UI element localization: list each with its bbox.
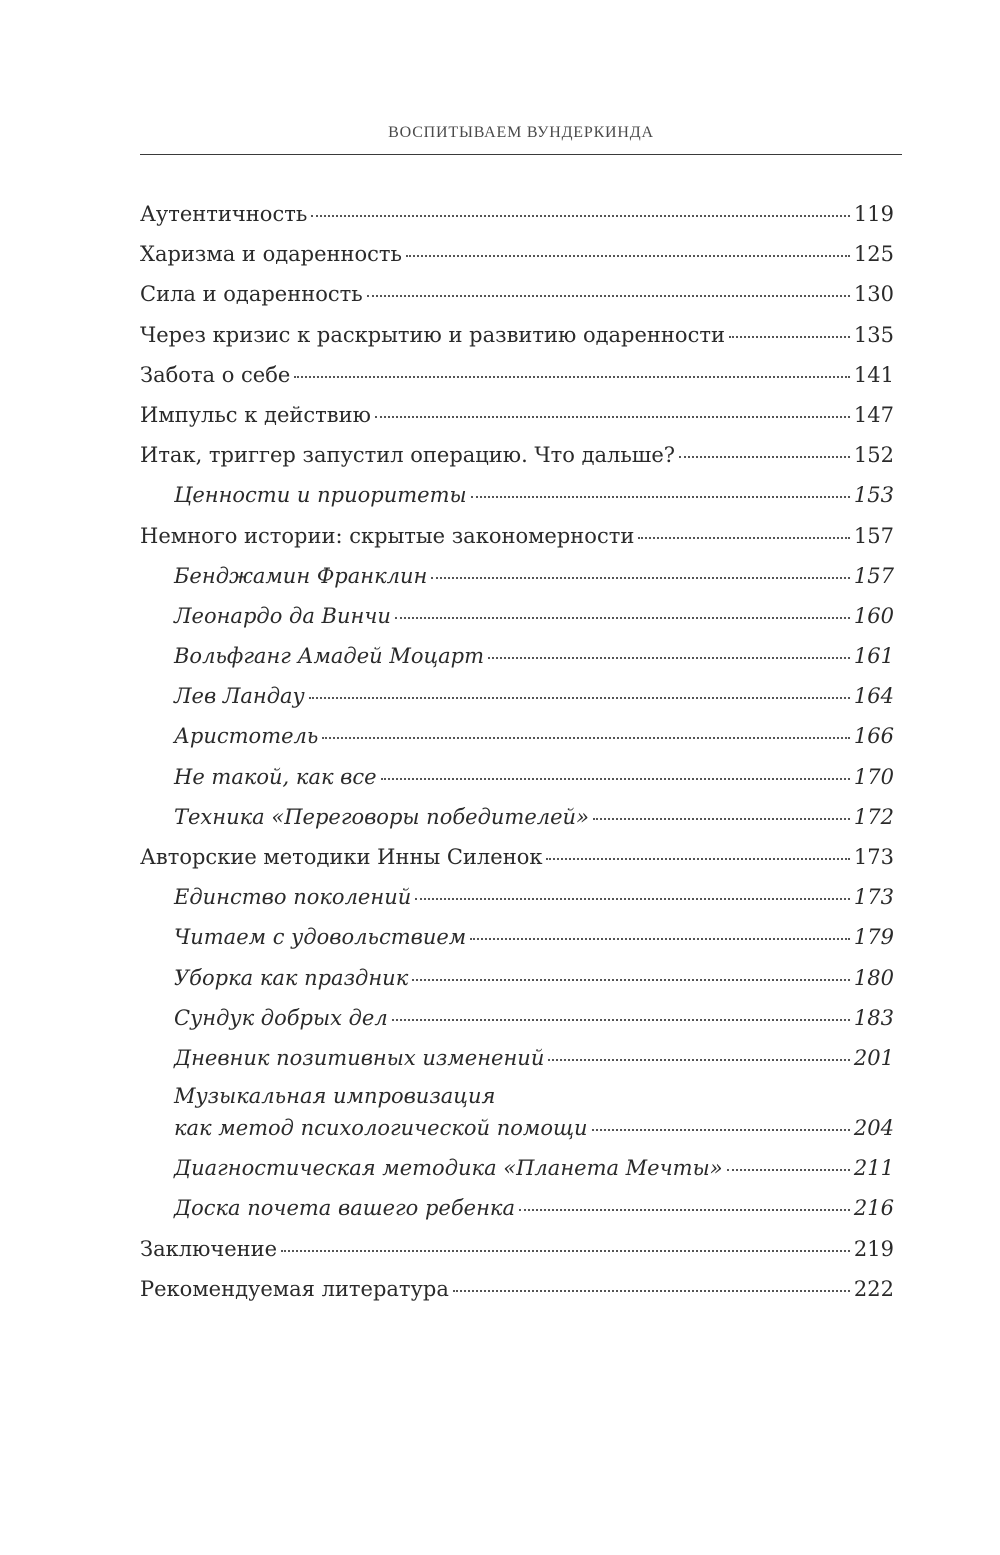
toc-dot-leader — [729, 336, 850, 338]
toc-dot-leader — [381, 778, 850, 780]
toc-dot-leader — [322, 737, 850, 739]
toc-entry-page: 179 — [853, 925, 894, 950]
toc-subentry[interactable] — [140, 598, 894, 638]
toc-dot-leader — [431, 577, 850, 579]
toc-entry-title-line1: Музыкальная импровизация — [174, 1084, 496, 1109]
toc-dot-leader — [375, 416, 850, 418]
toc-entry-page: 183 — [853, 1005, 894, 1030]
toc-entry-page: 170 — [853, 764, 894, 789]
toc-entry-title: Забота о себе — [140, 362, 291, 387]
toc-entry-title: Итак, триггер запустил операцию. Что дальше? — [140, 443, 676, 468]
toc-dot-leader — [470, 938, 850, 940]
toc-subentry[interactable] — [140, 477, 894, 517]
toc-dot-leader — [415, 898, 850, 900]
toc-entry-title: Рекомендуемая литература — [140, 1276, 449, 1301]
toc-dot-leader — [519, 1209, 850, 1211]
toc-entry-page: 161 — [853, 644, 894, 669]
toc-entry-page: 157 — [853, 563, 894, 588]
toc-entry-title: Бенджамин Франклин — [174, 563, 428, 588]
table-of-contents — [140, 196, 894, 1311]
toc-entry-title: Авторские методики Инны Силенок — [140, 845, 543, 869]
toc-entry-title: Аристотель — [174, 724, 319, 749]
toc-dot-leader — [294, 376, 850, 378]
toc-entry-title: Сундук добрых дел — [174, 1005, 388, 1030]
toc-entry-page: 211 — [853, 1156, 894, 1181]
toc-entry-title-line2: как метод психологической помощи — [174, 1116, 588, 1141]
toc-entry[interactable] — [140, 397, 894, 437]
toc-entry[interactable] — [140, 437, 894, 477]
toc-entry-title: Импульс к действию — [140, 402, 371, 427]
toc-subentry[interactable] — [140, 558, 894, 598]
toc-dot-leader — [392, 1019, 850, 1021]
toc-entry-title: Доска почета вашего ребенка — [174, 1196, 515, 1221]
toc-entry-title: Диагностическая методика «Планета Мечты» — [174, 1156, 723, 1181]
toc-entry-title: Читаем с удовольствием — [174, 925, 467, 950]
toc-entry[interactable] — [140, 276, 894, 316]
toc-entry-page: 141 — [853, 362, 894, 387]
toc-subentry[interactable] — [140, 919, 894, 959]
toc-dot-leader — [593, 818, 850, 820]
toc-entry-title: Техника «Переговоры победителей» — [174, 804, 589, 829]
toc-entry-page: 164 — [853, 684, 894, 709]
toc-dot-leader — [548, 1059, 850, 1061]
toc-entry-page: 135 — [853, 322, 894, 347]
toc-entry-title: Не такой, как все — [174, 764, 377, 789]
toc-entry[interactable] — [140, 357, 894, 397]
toc-dot-leader — [727, 1169, 850, 1171]
toc-entry-title: Дневник позитивных изменений — [174, 1045, 545, 1070]
toc-subentry[interactable] — [140, 759, 894, 799]
toc-subentry[interactable] — [140, 1000, 894, 1040]
toc-entry[interactable] — [140, 196, 894, 236]
toc-dot-leader — [367, 295, 850, 297]
toc-subentry[interactable] — [140, 1190, 894, 1230]
toc-subentry[interactable] — [140, 718, 894, 758]
toc-entry-page: 153 — [853, 483, 894, 508]
toc-subentry[interactable] — [140, 879, 894, 919]
toc-subentry[interactable] — [140, 1150, 894, 1190]
toc-entry-title: Через кризис к раскрытию и развитию одаренности — [140, 322, 725, 347]
toc-subentry[interactable] — [140, 960, 894, 1000]
toc-entry-title: Ценности и приоритеты — [174, 483, 467, 508]
toc-entry-page: 172 — [853, 804, 894, 829]
toc-entry-page: 130 — [853, 282, 894, 307]
toc-dot-leader — [281, 1250, 850, 1252]
toc-entry-page: 119 — [853, 202, 894, 226]
toc-dot-leader — [471, 496, 850, 498]
toc-entry[interactable] — [140, 1271, 894, 1311]
toc-entry[interactable] — [140, 839, 894, 879]
toc-entry-title: Аутентичность — [140, 202, 308, 226]
toc-entry[interactable] — [140, 236, 894, 276]
toc-entry-page: 216 — [853, 1196, 894, 1221]
toc-entry-title: Сила и одаренность — [140, 282, 363, 307]
toc-dot-leader — [488, 657, 850, 659]
toc-entry-page: 125 — [853, 242, 894, 267]
toc-entry-title: Лев Ландау — [174, 684, 305, 709]
toc-entry-page: 173 — [853, 845, 894, 869]
toc-entry-title: Заключение — [140, 1236, 278, 1261]
toc-entry-title: Единство поколений — [174, 885, 412, 910]
toc-entry-title: Леонардо да Винчи — [174, 603, 391, 628]
toc-entry-page: 173 — [853, 885, 894, 910]
header-rule — [140, 154, 902, 155]
toc-entry[interactable] — [140, 518, 894, 558]
toc-entry-title: Харизма и одаренность — [140, 242, 402, 267]
running-head: ВОСПИТЫВАЕМ ВУНДЕРКИНДА — [388, 124, 654, 141]
toc-entry-page: 157 — [853, 523, 894, 548]
toc-subentry[interactable] — [140, 799, 894, 839]
toc-dot-leader — [638, 537, 850, 539]
toc-dot-leader — [412, 979, 850, 981]
toc-entry-page: 166 — [853, 724, 894, 749]
toc-subentry[interactable] — [140, 638, 894, 678]
toc-dot-leader — [453, 1290, 850, 1292]
toc-dot-leader — [592, 1129, 850, 1131]
toc-dot-leader — [311, 215, 850, 217]
toc-dot-leader — [309, 697, 850, 699]
toc-dot-leader — [679, 456, 850, 458]
toc-subentry[interactable] — [140, 678, 894, 718]
toc-entry[interactable] — [140, 1231, 894, 1271]
toc-entry-page: 201 — [853, 1045, 894, 1070]
toc-entry-title: Немного истории: скрытые закономерности — [140, 523, 635, 548]
toc-entry-page: 219 — [853, 1236, 894, 1261]
toc-entry-title: Вольфганг Амадей Моцарт — [174, 644, 485, 669]
toc-entry-page: 160 — [853, 603, 894, 628]
toc-dot-leader — [406, 255, 850, 257]
toc-entry[interactable] — [140, 317, 894, 357]
toc-dot-leader — [546, 858, 849, 860]
toc-entry-page: 204 — [853, 1116, 894, 1141]
toc-subentry[interactable] — [140, 1040, 894, 1080]
toc-dot-leader — [395, 617, 850, 619]
toc-subentry[interactable] — [140, 1080, 894, 1144]
toc-entry-page: 222 — [853, 1276, 894, 1301]
toc-entry-page: 180 — [853, 965, 894, 990]
toc-entry-page: 152 — [853, 443, 894, 468]
toc-entry-page: 147 — [853, 402, 894, 427]
toc-entry-title: Уборка как праздник — [174, 965, 409, 990]
